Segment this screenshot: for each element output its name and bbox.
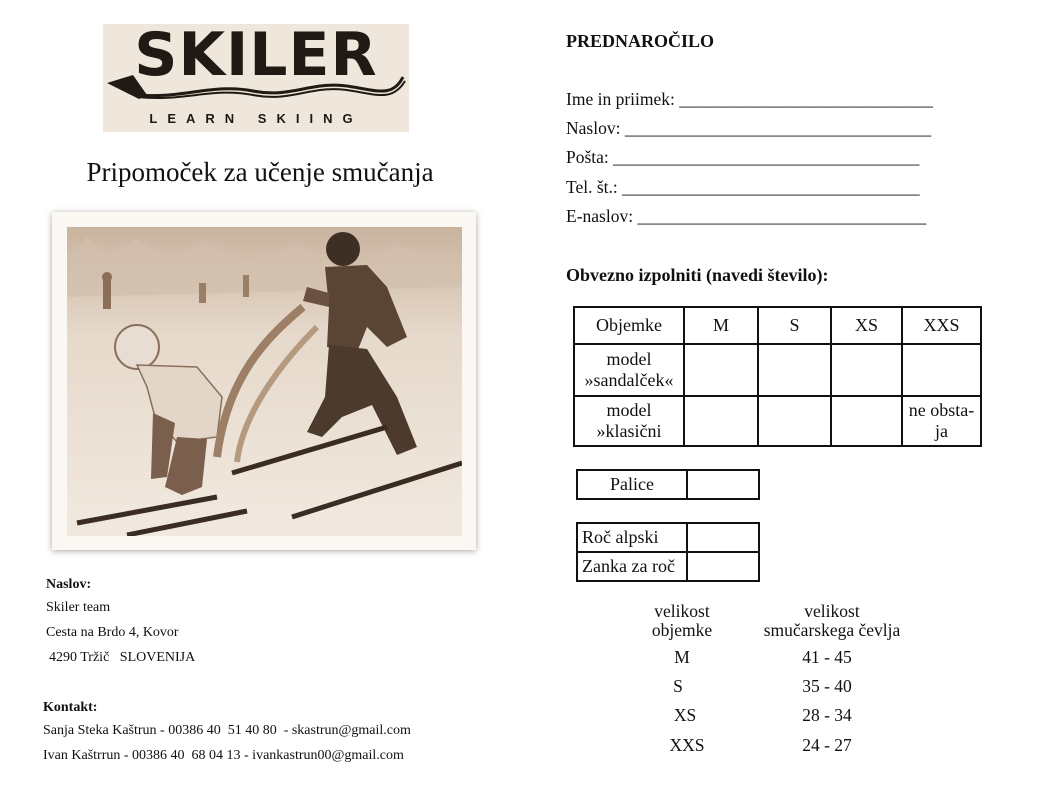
address-field[interactable]: Naslov: ___________________________________ xyxy=(566,118,932,138)
boot-header-line: smučarskega čevlja xyxy=(763,620,901,640)
quantity-cell[interactable] xyxy=(831,396,902,446)
table-row xyxy=(574,344,981,396)
table-header: Objemke xyxy=(574,307,684,344)
not-available-note: ne obsta- xyxy=(908,400,975,420)
address-line: 4290 Tržič SLOVENIJA xyxy=(49,650,196,665)
name-field[interactable]: Ime in priimek: _____________________________ xyxy=(566,89,933,109)
quantity-cell[interactable] xyxy=(831,344,902,396)
boot-value: 41 - 45 xyxy=(802,647,852,667)
row-label-line: »sandalček« xyxy=(584,370,674,390)
not-available-cell xyxy=(902,396,981,446)
boot-value: 28 - 34 xyxy=(802,705,852,725)
size-value: M xyxy=(674,647,690,667)
quantity-cell[interactable] xyxy=(758,344,831,396)
size-value: S xyxy=(673,676,683,696)
row-label xyxy=(574,396,684,446)
post-field[interactable]: Pošta: ___________________________________ xyxy=(566,147,920,167)
poles-label: Palice xyxy=(577,470,687,499)
boot-chart-header xyxy=(752,602,912,640)
size-value: XS xyxy=(673,705,697,725)
ski-photo-image xyxy=(67,227,462,536)
contact-heading: Kontakt: xyxy=(43,700,98,715)
poles-quantity-cell[interactable] xyxy=(687,470,759,499)
row-label-line: »klasični xyxy=(596,421,662,441)
ski-lesson-photo xyxy=(52,212,476,550)
boot-header-line: velikost xyxy=(804,601,860,621)
size-value: XXS xyxy=(669,735,705,755)
table-header: M xyxy=(684,307,758,344)
quantity-cell[interactable] xyxy=(902,344,981,396)
row-label-line: model xyxy=(606,400,652,420)
logo-word: SKILER xyxy=(134,20,378,90)
table-row xyxy=(574,396,981,446)
address-line: Cesta na Brdo 4, Kovor xyxy=(46,625,179,640)
quantity-cell[interactable] xyxy=(684,396,758,446)
size-header-line: velikost xyxy=(654,601,710,621)
address-line: Skiler team xyxy=(46,600,111,615)
phone-field[interactable]: Tel. št.: __________________________________ xyxy=(566,177,920,197)
required-section-heading: Obvezno izpolniti (navedi število): xyxy=(566,265,829,285)
loop-label: Zanka za roč xyxy=(577,552,687,581)
quantity-cell[interactable] xyxy=(758,396,831,446)
skiler-logo xyxy=(103,20,409,132)
handle-label: Roč alpski xyxy=(577,523,687,552)
table-row xyxy=(577,523,759,552)
email-field[interactable]: E-naslov: _________________________________ xyxy=(566,206,927,226)
not-available-note: ja xyxy=(935,421,948,441)
table-header: S xyxy=(758,307,831,344)
handle-quantity-cell[interactable] xyxy=(687,523,759,552)
boot-value: 35 - 40 xyxy=(802,676,852,696)
order-title: PREDNAROČILO xyxy=(566,31,715,51)
address-heading: Naslov: xyxy=(46,577,92,592)
row-label-line: model xyxy=(606,349,652,369)
table-header: XS xyxy=(831,307,902,344)
loop-quantity-cell[interactable] xyxy=(687,552,759,581)
quantity-cell[interactable] xyxy=(684,344,758,396)
size-header-line: objemke xyxy=(651,620,713,640)
boot-value: 24 - 27 xyxy=(802,735,852,755)
poles-table xyxy=(576,469,760,500)
contact-line: Ivan Kaštrrun - 00386 40 68 04 13 - ivankastrun00@gmail.com xyxy=(43,748,404,763)
logo-tagline: LEARN SKIING xyxy=(149,111,363,126)
row-label xyxy=(574,344,684,396)
handle-table xyxy=(576,522,760,582)
contact-line: Sanja Steka Kaštrun - 00386 40 51 40 80 - skastrun@gmail.com xyxy=(43,723,411,738)
table-header: XXS xyxy=(902,307,981,344)
product-subtitle: Pripomoček za učenje smučanja xyxy=(86,157,434,187)
size-order-table xyxy=(573,306,982,447)
table-row xyxy=(577,552,759,581)
size-chart-header xyxy=(637,602,727,640)
